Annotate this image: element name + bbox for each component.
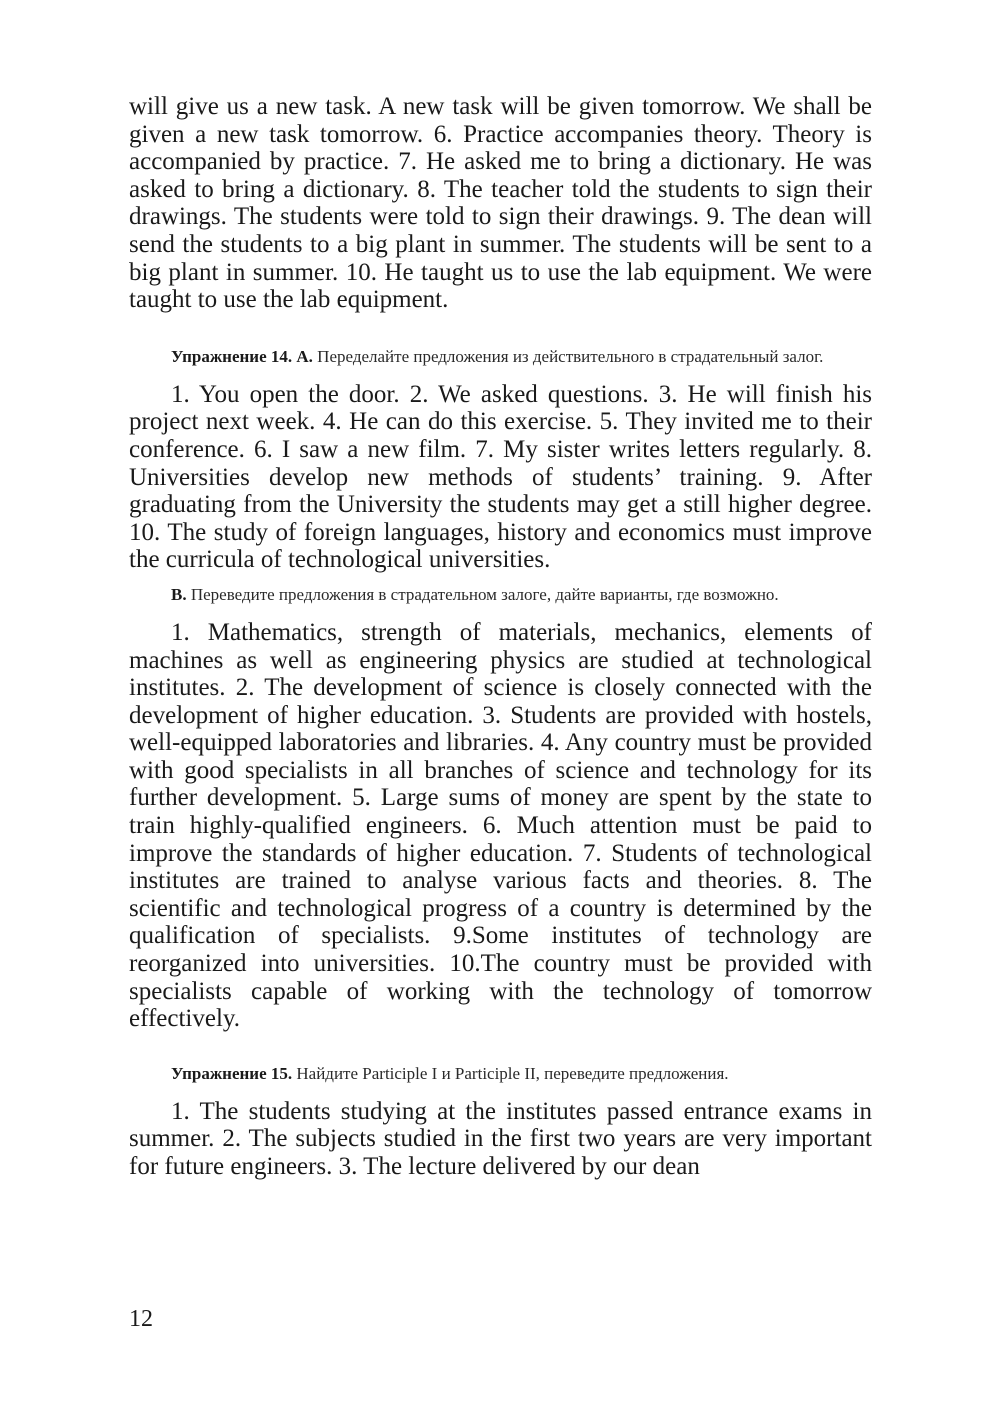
- exercise-14b-heading: [129, 584, 872, 605]
- exercise-14-instruction: Переделайте предложения из действительного в страдательный залог.: [317, 346, 824, 366]
- exercise-14-heading: [129, 346, 872, 367]
- exercise-14-text: 1. You open the door. 2. We asked questions. 3. He will finish his project next week. 4. He can do this exercise. 5. They invited me to their conference. 6. I saw a new film. 7. My sister writes letters regularly. 8. Universities develop new methods of students’ training. 9. After graduating from the University the students may get a still higher degree. 10. The study of foreign languages, history and economics must improve the curricula of technological universities.: [129, 380, 872, 574]
- exercise-14b-label: В.: [171, 584, 187, 604]
- exercise-14b-text: 1. Mathematics, strength of materials, mechanics, elements of machines as well as engineering physics are studied at technological institutes. 2. The development of science is closely connected with the development of higher education. 3. Students are provided with hostels, well-equipped laboratories and libraries. 4. Any country must be provided with good specialists in all branches of science and technology for its further development. 5. Large sums of money are spent by the state to train highly-qualified engineers. 6. Much attention must be paid to improve the standards of higher education. 7. Students of technological institutes are trained to analyse various facts and theories. 8. The scientific and technological progress of a country is determined by the qualification of specialists. 9.Some institutes of technology are reorganized into universities. 10.The country must be provided with specialists capable of working with the technology of tomorrow effectively.: [129, 618, 872, 1033]
- exercise-14b-instruction: Переведите предложения в страдательном залоге, дайте варианты, где возможно.: [190, 584, 779, 604]
- exercise-15-text: 1. The students studying at the institutes passed entrance exams in summer. 2. The subjects studied in the first two years are very important for future engineers. 3. The lecture delivered by our dean: [129, 1097, 872, 1180]
- exercise-15-heading: [129, 1063, 872, 1084]
- page-number: 12: [129, 1306, 153, 1332]
- exercise-15-label: Упражнение 15.: [171, 1063, 293, 1083]
- exercise-15-instruction: Найдите Participle I и Participle II, переведите предложения.: [296, 1063, 729, 1083]
- continued-paragraph: will give us a new task. A new task will be given tomorrow. We shall be given a new task tomorrow. 6. Practice accompanies theory. Theory is accompanied by practice. 7. He asked me to bring a dictionary. He was asked to bring a dictionary. 8. The teacher told the students to sign their drawings. The students were told to sign their drawings. 9. The dean will send the students to a big plant in summer. The students will be sent to a big plant in summer. 10. He taught us to use the lab equipment. We were taught to use the lab equipment.: [129, 93, 872, 314]
- exercise-14-label: Упражнение 14. А.: [171, 346, 313, 366]
- page-content: [129, 93, 872, 1181]
